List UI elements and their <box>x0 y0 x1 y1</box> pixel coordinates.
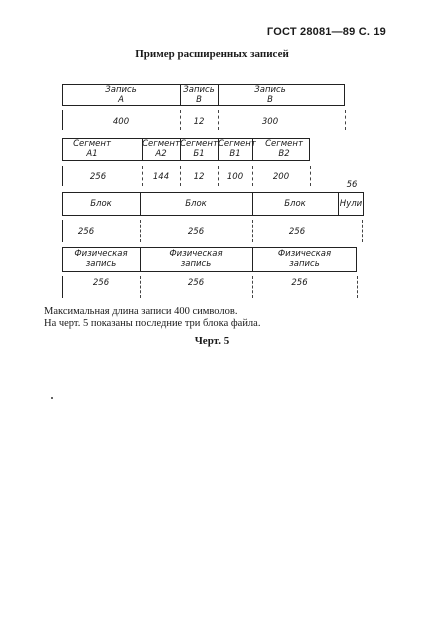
block-length: 256 <box>288 227 306 237</box>
record-length-b2: 300 <box>261 117 279 127</box>
zeros-label: Нули <box>339 199 363 209</box>
segment-label: Сегмент A1 <box>73 139 111 159</box>
physical-length: 256 <box>187 278 205 288</box>
block-length: 256 <box>187 227 205 237</box>
tick <box>345 110 346 130</box>
physical-label: Физическая запись <box>74 249 128 269</box>
segment-label: Сегмент B2 <box>265 139 303 159</box>
physical-label: Физическая запись <box>169 249 223 269</box>
page-header: ГОСТ 28081—89 С. 19 <box>266 26 386 38</box>
segment-length: 100 <box>226 172 244 182</box>
record-divider <box>218 84 219 106</box>
block-label: Блок <box>284 199 306 209</box>
segment-length: 12 <box>193 172 205 182</box>
block-label: Блок <box>90 199 112 209</box>
segment-length: 256 <box>89 172 107 182</box>
record-length-b1: 12 <box>193 117 205 127</box>
segment-length: 200 <box>272 172 290 182</box>
physical-label: Физическая запись <box>277 249 332 269</box>
tick <box>218 110 219 130</box>
segment-label: Сегмент A2 <box>142 139 180 159</box>
physical-length: 256 <box>92 278 110 288</box>
segment-label: Сегмент Б1 <box>180 139 218 159</box>
paragraph-line-2: На черт. 5 показаны последние три блока файла. <box>44 318 261 329</box>
figure-caption: Черт. 5 <box>194 335 230 347</box>
segment-label: Сегмент B1 <box>218 139 256 159</box>
record-label-b-right: Запись B <box>254 85 286 105</box>
figure-title: Пример расширенных записей <box>135 48 289 60</box>
tick <box>362 220 363 242</box>
block-length: 256 <box>77 227 95 237</box>
paragraph-line-1: Максимальная длина записи 400 символов. <box>44 306 238 317</box>
scan-speck <box>51 397 53 399</box>
record-label-b-top: Запись B <box>183 85 215 105</box>
tick <box>357 276 358 298</box>
block-label: Блок <box>185 199 207 209</box>
record-label-a: Запись A <box>105 85 137 105</box>
tick <box>62 110 63 130</box>
record-length-a: 400 <box>112 117 130 127</box>
zeros-size: 56 <box>346 180 358 190</box>
physical-length: 256 <box>291 278 308 288</box>
tick <box>310 166 311 186</box>
segment-length: 144 <box>152 172 170 182</box>
